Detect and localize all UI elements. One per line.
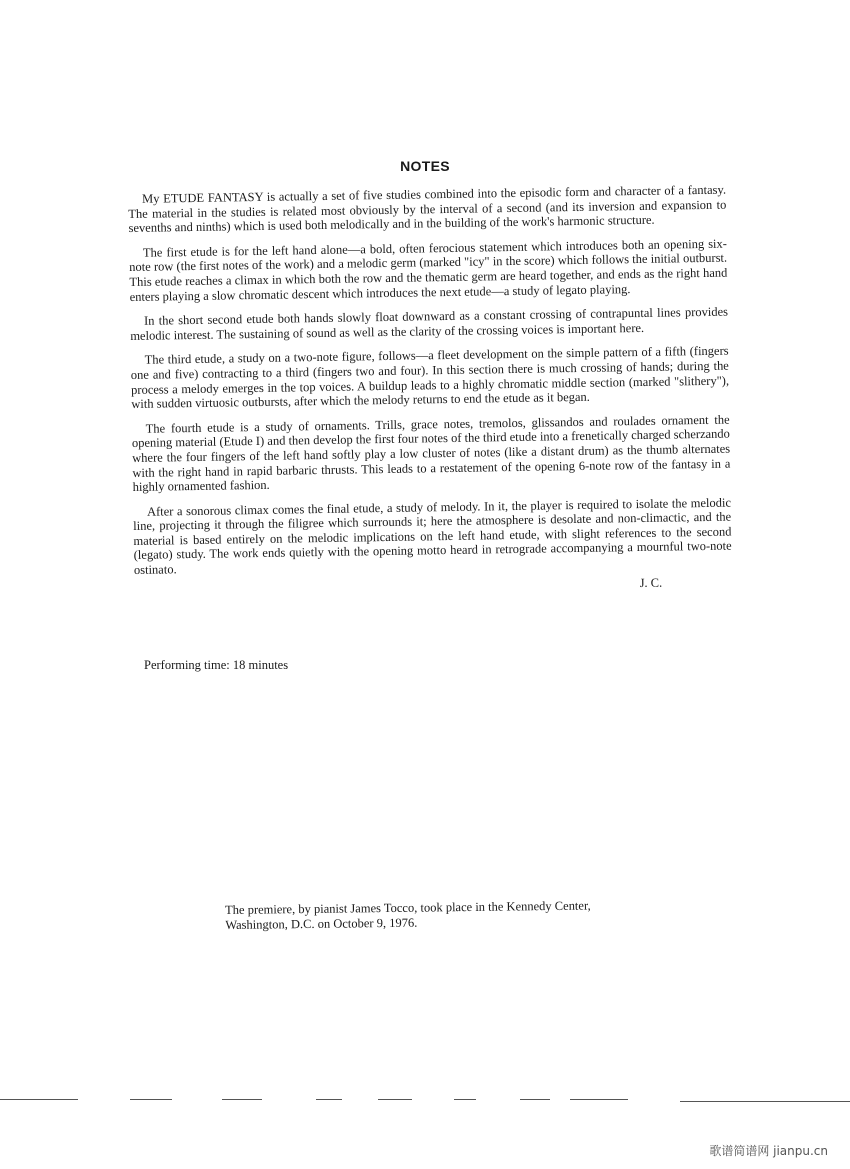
notes-paragraph: After a sonorous climax comes the final etude, a study of melody. In it, the player is required to isolate the melodic line, projecting it through the filigree which surrounds it; here the atmosphere is desolate and non-climactic, and the material is based entirely on the melodic implications on the left hand etude, with slight references to the second (legato) study. The work ends quietly with the opening motto heard in retrograde accompanying a mournful two-note ostinato. <box>133 495 732 578</box>
site-watermark: 歌谱简谱网 jianpu.cn <box>709 1144 828 1158</box>
footer-rule <box>680 1101 850 1102</box>
notes-paragraph: My ETUDE FANTASY is actually a set of five studies combined into the episodic form and character of a fantasy. The material in the studies is related most obviously by the interval of a second (and its inversion and expansion to sevenths and ninths) which is used both melodically and in the building of the work's harmonic structure. <box>128 182 727 236</box>
page-title: NOTES <box>400 158 450 174</box>
notes-paragraph: The fourth etude is a study of ornaments. Trills, grace notes, tremolos, glissandos and roulades ornament the opening material (Etude I) and then develop the first four notes of the third etude into a frenetically charged scherzando where the four fingers of the left hand softly play a low cluster of notes (like a distant drum) as the thumb alternates with the right hand in rapid barbaric thrusts. This leads to a restatement of the opening 6-note row of the fantasy in a highly ornamented fashion. <box>131 412 731 495</box>
footer-rule <box>570 1099 628 1100</box>
footer-rule <box>130 1099 172 1100</box>
notes-body <box>128 183 732 599</box>
notes-paragraph: The third etude, a study on a two-note figure, follows—a fleet development on the simple pattern of a fifth (fingers one and five) contracting to a third (fingers two and four). In this section there is much crossing of hands; during the process a melody emerges in the top voices. A buildup leads to a highly chromatic middle section (marked "slithery"), with sudden virtuosic outbursts, after which the melody returns to end the etude as it began. <box>130 343 730 412</box>
footer-rule <box>520 1099 550 1100</box>
performing-time: Performing time: 18 minutes <box>144 658 289 672</box>
footer-rule <box>454 1099 476 1100</box>
footer-rule <box>0 1099 78 1100</box>
premiere-note: The premiere, by pianist James Tocco, took place in the Kennedy Center, Washington, D.C. on October 9, 1976. <box>225 898 591 932</box>
notes-paragraph: In the short second etude both hands slowly float downward as a constant crossing of contrapuntal lines provides melodic interest. The sustaining of sound as well as the clarity of the crossing voices is important here. <box>130 304 729 343</box>
author-signature: J. C. <box>639 575 663 590</box>
footer-rule <box>316 1099 342 1100</box>
footer-rule <box>222 1099 262 1100</box>
notes-paragraph: The first etude is for the left hand alone—a bold, often ferocious statement which introduces both an opening six-note row (the first notes of the work) and a melodic germ (marked "icy" in the score) which follows the initial outburst. This etude reaches a climax in which both the row and the thematic germ are heard together, and ends as the right hand enters playing a slow chromatic descent which introduces the next etude—a study of legato playing. <box>129 236 728 304</box>
footer-rule <box>378 1099 412 1100</box>
